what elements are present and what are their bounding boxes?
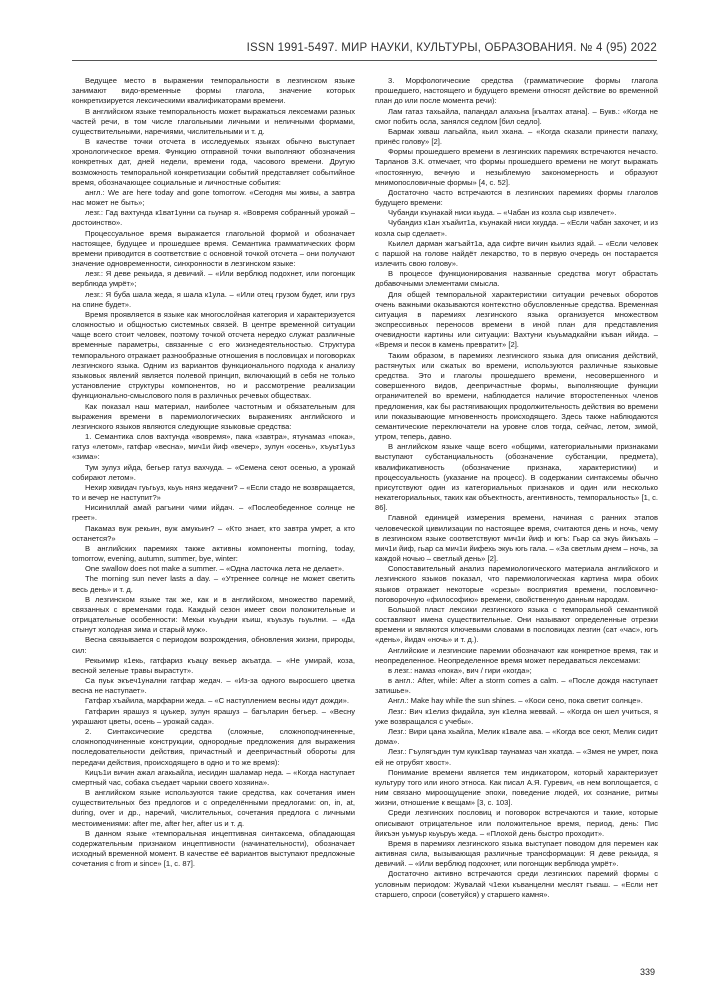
paragraph: The morning sun never lasts a day. – «Утреннее солнце не может светить весь день» и т. д. xyxy=(72,574,355,594)
paragraph: Рекьимир к1екь, гатфариз къацу векьер акъатда. – «Не умирай, коза, весной зеленые травы вырастут». xyxy=(72,655,355,675)
paragraph: Бармак хкваш лагьайла, кьил хкана. – «Когда сказали принести папаху, принёс голову» [2]. xyxy=(375,126,658,147)
paragraph: 1. Семантика слов вахтунда «вовремя», пака «завтра», ятунамаз «пока», гатуз «летом», гатфар «весна», мич1и йиф «вечер», зулун «осень», хъуьт1уьз «зима»: xyxy=(72,432,355,462)
paragraph: В лезгинском языке так же, как и в английском, множество паремий, связанных с временами года. Каждый сезон имеет свои положительные и отрицательные особенности: Мекьи къуьдни къиш, къуьзуь гьуьлни. – «Да стынут холодная зима и старый муж». xyxy=(72,594,355,635)
paragraph: В процессе функционирования названные средства могут обрастать добавочными элементами смысла. xyxy=(375,269,658,289)
left-column xyxy=(72,76,355,869)
paragraph: Английские и лезгинские паремии обозначают как конкретное время, так и неопределенное. Неопределенное время может передаваться лексемами: xyxy=(375,645,658,665)
paragraph: Лам гатаз тахьайла, папандал алахьна [къалтах атана]. – Букв.: «Когда не смог побить осла, занялся седлом [бил седло]. xyxy=(375,106,658,126)
paragraph: Чубанди къунакай ниси кьуда. – «Чабан из козла сыр извлечет». xyxy=(388,208,617,218)
paragraph: 3. Морфологические средства (грамматические формы глагола прошедшего, настоящего и будущего времени относят действие во временной план до или после момента речи): xyxy=(375,76,658,106)
page-number: 339 xyxy=(640,967,656,977)
paragraph: Главной единицей измерения времени, начиная с ранних этапов человеческой цивилизации по настоящее время, считаются день и ночь, чему в лезгинском языке соответствуют мич1и йиф и югъ: Гьар са экуь йикъахь – мич1и йиф, гьар са мич1и йифехь экуь югь гала. – «За светлым днем – ночь, за каждой ночью – светлый день» [2]. xyxy=(375,513,658,564)
paragraph: Лезг.: Вири цана хьайла, Мелик к1вале ава. – «Когда все сеют, Мелик сидит дома». xyxy=(375,727,658,747)
paragraph: Формы прошедшего времени в лезгинских паремиях встречаются нечасто. Тарланов З.К. отмечает, что формы прошедшего времени не могут выражать «постоянную, вечную и незыблемую закономерность и образуют мнимопословичные формы» [4, с. 52]. xyxy=(375,147,658,187)
paragraph: Таким образом, в паремиях лезгинского языка для описания действий, растянутых или сжатых во времени, используются различные языковые средства. Это и глаголы прошедшего времени, несовершенного и совершенного видов, деепричастные формы, выполняющие функции ограничителей во времени, наблюдается наличие второстепенных членов предложения, как бы растягивающих продолжительность действия во времени или показывающие мгновенность происходящего. Здесь также наблюдаются семантические переключатели на уровне слов тогда, сейчас, летом, зимой, утром, теперь, давно. xyxy=(375,350,658,442)
paragraph: лезг.: Гад вахтунда к1ват1унни са гьунар я. «Вовремя собранный урожай – достоинство». xyxy=(72,208,355,228)
paragraph: Весна связывается с периодом возрождения, обновления жизни, природы, сил: xyxy=(72,635,355,655)
paragraph: Са пуьк экъеч1унални гатфар жедач. – «Из-за одного выросшего цветка весна не наступает». xyxy=(72,676,355,696)
paragraph: В английском языке чаще всего «общими, категориальными признаками выступают субстанциальность (обозначение субстанции, предмета), квалификативность (обозначение признака, характеристики) и процессуальность (указание на процесс). В содержании синтаксемы обычно присутствуют один из категориальных признаков и один или несколько некатегориальных, таких как объектность, агентивность, темпоральность» [1, с. 86]. xyxy=(375,442,658,513)
header-rule xyxy=(72,60,657,61)
paragraph: В английском языке темпоральность может выражаться лексемами разных частей речи, в том числе глагольными личными и неличными формами, существительными, наречиями, числительными и т. д. xyxy=(72,106,355,136)
paragraph: в англ.: After, while: After a storm comes a calm. – «После дождя наступает затишье». xyxy=(375,676,658,696)
paragraph: Как показал наш материал, наиболее частотным и обязательным для выражения времени в паремиологических выражениях английского и лезгинского языков являются следующие языковые средства: xyxy=(72,401,355,431)
paragraph: 2. Синтаксические средства (сложные, сложноподчиненные, сложноподчиненные конструкции, однородные предложения для выражения последовательности действия, причастный и деепричастный обороты для передачи действия, происходящего в одно и то же время): xyxy=(72,727,355,767)
paragraph: В английских паремиях также активны компоненты morning, today, tomorrow, evening, autumn, summer, bye, winter: xyxy=(72,543,355,564)
paragraph: Нисиниллай амай рагъини чими ийдач. – «Послеобеденное солнце не греет». xyxy=(72,503,355,523)
paragraph: лезг.: Я деве рекьида, я девичий. – «Или верблюд подохнет, или погонщик верблюда умрёт»; xyxy=(72,269,355,289)
paragraph: Большой пласт лексики лезгинского языка с темпоральной семантикой составляют имена существительные. Они называют определенные отрезки времени и являются ключевыми словами в пословицах лезгин (сат «час», югъ «день», йидач «ночь» и т. д.). xyxy=(375,604,658,645)
paragraph: Гатфарин ярашуз я цуькер, зулун ярашуз – багъларин бегьер. – «Весну украшают цветы, осень – урожай сада». xyxy=(72,706,355,726)
paragraph: Лезг.: Гъулягъдин тум кукк1вар таунамаз чан хкатда. – «Змея не умрет, пока ей не отрубят хвост». xyxy=(375,747,658,767)
paragraph: One swallow does not make a summer. – «Одна ласточка лета не делает». xyxy=(85,564,345,574)
paragraph: Среди лезгинских пословиц и поговорок встречаются и такие, которые описывают отрицательное или положительное время, период, день: Пис йикъэн уьмуьр кьуьруь жеда. – «Плохой день быстро проходит». xyxy=(375,808,658,838)
paragraph: Понимание времени является тем индикатором, который характеризует культуру того или иного этноса. Как писал А.Я. Гуревич, «в нем воплощается, с ним связано мироощущение эпохи, поведение людей, их сознание, ритмы жизни, отношение к вещам» [3, с. 103]. xyxy=(375,767,658,808)
paragraph: Процессуальное время выражается глагольной формой и обозначает настоящее, будущее и прошедшее время. Семантика грамматических форм времени приводится в соответствие с основной точкой отсчета – они получают значение одновременности, синхронности в лезгинском языке: xyxy=(72,228,355,269)
paragraph: Пакамаз вуж рекьин, вуж амукьин? – «Кто знает, кто завтра умрет, а кто останется?» xyxy=(72,523,355,543)
journal-header: ISSN 1991-5497. МИР НАУКИ, КУЛЬТУРЫ, ОБРАЗОВАНИЯ. № 4 (95) 2022 xyxy=(246,42,657,54)
paragraph: Кицъ1и вичин ажал агакьайла, иесидин шаламар неда. – «Когда наступает смертный час, собака съедает чарыки своего хозяина». xyxy=(72,767,355,787)
paragraph: Чубандиз к1ан хъайит1а, къунакай ниси хкудда. – «Если чабан захочет, и из козла сыр сделает». xyxy=(375,218,658,238)
paragraph: В качестве точки отсчета в исследуемых языках обычно выступает хронологическое время. Функцию отправной точки выполняют обозначения конкретных дат, дней недели, времени года, часового времени. Другую возможность темпоральной конкретизации событий представляет событийное время, обозначающее социальные и личностные события: xyxy=(72,137,355,187)
paragraph: Ведущее место в выражении темпоральности в лезгинском языке занимают видо-временные формы глагола, значение которых конкретизируется лексическими квалификаторами времени. xyxy=(72,76,355,106)
paragraph: Достаточно часто встречаются в лезгинских паремиях формы глаголов будущего времени: xyxy=(375,187,658,208)
paragraph: Лезг.: Вич к1елиз фидайла, зун к1елна жеввай. – «Когда он шел учиться, я уже возвращался с учебы». xyxy=(375,706,658,726)
right-column xyxy=(375,76,658,900)
paragraph: англ.: We are here today and gone tomorrow. «Сегодня мы живы, а завтра нас может не быть»; xyxy=(72,187,355,208)
paragraph: Сопоставительный анализ паремиологического материала английского и лезгинского языков показал, что паремиологическая картина мира обоих языков отражает некоторые «срезы» восприятия времени, пословично-поговорочную «философию» времени, свойственную данным народам. xyxy=(375,564,658,604)
paragraph: В английском языке используются такие средства, как сочетания имен существительных без предлогов и с определёнными предлогами: on, in, at, during, over и др., наречий, числительных, сочетания предлога с личными местоимениями: after me, after her, after us и т. д. xyxy=(72,788,355,828)
paragraph: Достаточно активно встречаются среди лезгинских паремий формы с условным периодом: Жувалай ч1ехи къванцелни меслят гъваш. – «Если нет старшего, спроси (советуйся) у старшего камня». xyxy=(375,869,658,899)
paragraph: Для общей темпоральной характеристики ситуации речевых оборотов очень важными оказываются контекстно обусловленные средства. Временная ситуация в паремиях лезгинского языка организуется множеством экспрессивных переносов времени в иной план для представления очевидности картины или ситуации: Вахтуни къуьмадкайни къван ийида. – «Время и песок в камень превратит» [2]. xyxy=(375,289,658,350)
paragraph: Англ.: Make hay while the sun shines. – «Коси сено, пока светит солнце». xyxy=(388,696,643,706)
paragraph: Время в паремиях лезгинского языка выступает поводом для перемен как активная сила, вызывающая различные трансформации: Я деве рекьида, я девичий. – «Или верблюд подохнет, или погонщик верблюда умрёт». xyxy=(375,838,658,869)
paragraph: в лезг.: намаз «пока», вич / гири «когда»; xyxy=(388,665,532,675)
paragraph: Нехир хквидач гуьгьуз, кьуь нянз жедачни? – «Если стадо не возвращается, то и вечер не наступит?» xyxy=(72,482,355,503)
paragraph: Время проявляется в языке как многослойная категория и характеризуется сложностью и общностью системных связей. В центре временной ситуации чаще всего стоит человек, поэтому точкой отсчета нередко служат различные временные параметры, связанные с его жизнедеятельностью. Структура темпорального отражает разнообразные отношения в пословицах и поговорках лезгинского языка. Одним из вариантов функционального подхода к анализу языковых явлений является полевой принцип, включающий в себя не только установление структуры компонентов, но и рассмотрение реализации функционально-смыслового поля в различных речевых обществах. xyxy=(72,309,355,401)
paragraph: лезг.: Я буба шала жеда, я шала к1ула. – «Или отец грузом будет, или груз на спине будет». xyxy=(72,289,355,309)
paragraph: Кьилел дарман жагъайт1а, ада сифте вичин кьилиз ядай. – «Если человек с паршой на голове найдёт лекарство, то в первую очередь он постарается излечить свою голову». xyxy=(375,238,658,269)
paragraph: Гатфар хъайила, марфарни жеда. – «С наступлением весны идут дожди». xyxy=(85,696,349,706)
paragraph: Тум зулуз ийда, бегьер гатуз вахчуда. – «Семена сеют осенью, а урожай собирают летом». xyxy=(72,462,355,482)
paragraph: В данном языке «темпоральная инцептивная синтаксема, обладающая содержательным признаком инцептивности (начинательности), обозначает исходный временной момент. В качестве её вариантов выступают предложные сочетания с from и since» [1, с. 87]. xyxy=(72,828,355,869)
